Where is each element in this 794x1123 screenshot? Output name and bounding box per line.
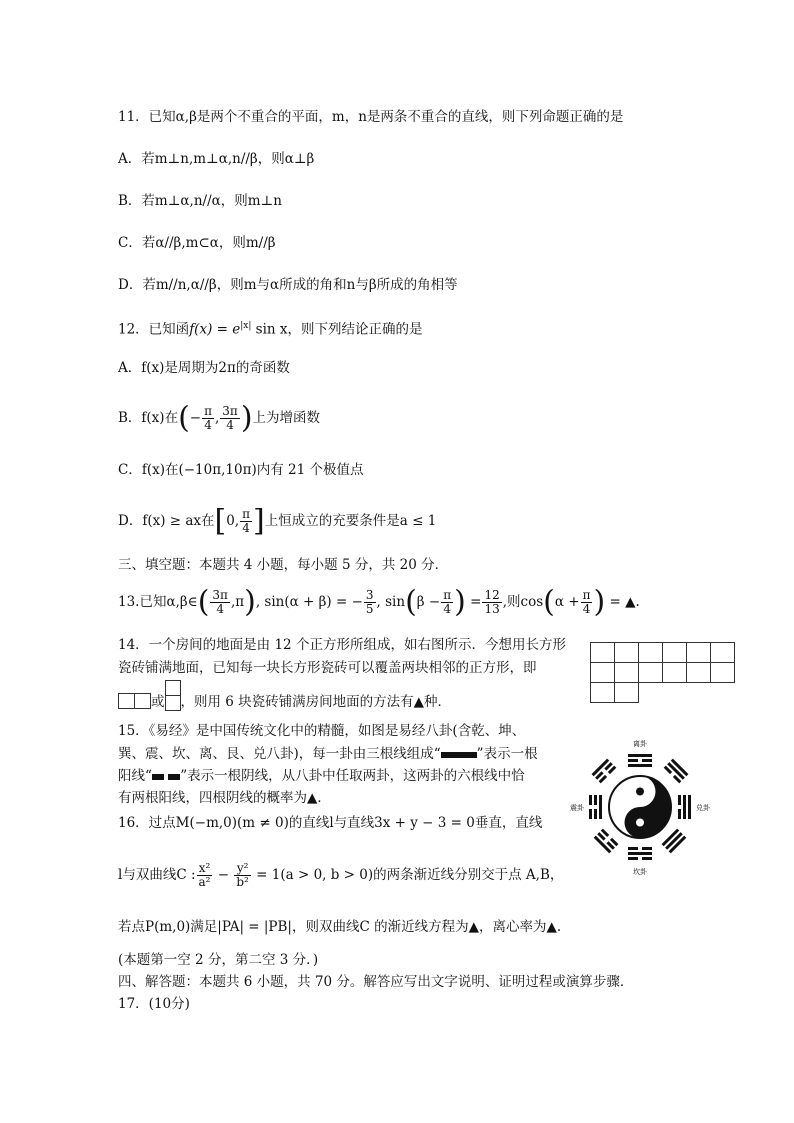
yin-line-symbol-left bbox=[152, 774, 164, 780]
q11-stem: 11．已知α,β是两个不重合的平面，m，n是两条不重合的直线，则下列命题正确的是 bbox=[118, 109, 624, 125]
q16-line1: 16．过点M(−m,0)(m ≠ 0)的直线l与直线3x + y − 3 = 0垂直，直线 bbox=[118, 815, 543, 831]
bagua-label-right: 兑卦 bbox=[696, 804, 710, 812]
q16-note: (本题第一空 2 分，第二空 3 分．) bbox=[118, 952, 319, 968]
q11-option-c: C．若α//β,m⊂α，则m//β bbox=[118, 235, 276, 251]
q11-option-a: A．若m⊥n,m⊥α,n//β，则α⊥β bbox=[118, 151, 315, 167]
tile-vertical-illustration bbox=[165, 680, 181, 711]
q14-line3: 或 ，则用 6 块瓷砖铺满房间地面的方法有▲种． bbox=[118, 680, 451, 716]
q16-line3: 若点P(m,0)满足|PA| = |PB|，则双曲线C 的渐近线方程为▲，离心率为▲. bbox=[118, 919, 562, 935]
q14-line1: 14．一个房间的地面是由 12 个正方形所组成，如右图所示．今想用长方形 bbox=[118, 637, 566, 653]
q11-option-b: B．若m⊥α,n//α，则m⊥n bbox=[118, 193, 282, 209]
bagua-label-left: 震卦 bbox=[570, 804, 584, 812]
q16-line2: l与双曲线C : $\frac{\text{x²}}{\text{a²}}$ − $\frac{\text{y²}}{\text{b²}}$ = 1(a > 0, b > 0)的两条渐近线分别交于点 A,B， bbox=[118, 861, 564, 889]
q13: 13.已知α,β∈( $\frac{3\pi}{4}$ ,π), sin(α + β) = − $\frac{3}{5}$ , sin(β − $\frac{\pi}{4}$ ) = $\frac{12}{13}$ ,则cos(α + $\frac{\pi}{4}$ ) = ▲. bbox=[118, 584, 640, 620]
q12-option-c: C．f(x)在(−10π,10π)内有 21 个极值点 bbox=[118, 462, 364, 478]
trigram-top-right bbox=[664, 759, 689, 784]
section-4-heading: 四、解答题：本题共 6 小题，共 70 分。解答应写出文字说明、证明过程或演算步骤． bbox=[118, 974, 634, 990]
trigram-top-left bbox=[592, 759, 617, 784]
trigram-bottom bbox=[628, 847, 652, 860]
bagua-label-bottom: 坎卦 bbox=[633, 868, 647, 876]
bagua-label-top: 离卦 bbox=[633, 740, 647, 748]
tile-horizontal-illustration bbox=[118, 691, 151, 709]
trigram-top bbox=[628, 754, 652, 767]
q12-option-d: D．f(x) ≥ ax在[0, $\frac{\pi}{4}$ ]上恒成立的充要条件是a ≤ 1 bbox=[118, 503, 437, 539]
trigram-left bbox=[589, 795, 602, 819]
trigram-bottom-right bbox=[662, 829, 687, 854]
q15-line3: 阳线“ ”表示一根阴线，从八卦中任取两卦，这两卦的六根线中恰 bbox=[118, 768, 525, 784]
trigram-bottom-left bbox=[594, 829, 619, 854]
yin-line-symbol-right bbox=[168, 774, 180, 780]
q15-line1: 15．《易经》是中国传统文化中的精髓，如图是易经八卦(含乾、坤、 bbox=[118, 723, 526, 739]
trigram-right bbox=[678, 795, 691, 819]
q14-line2: 瓷砖铺满地面，已知每一块长方形瓷砖可以覆盖两块相邻的正方形，即 bbox=[118, 660, 537, 676]
q15-line2: 巽、震、坎、离、艮、兑八卦)，每一卦由三根线组成“ ”表示一根 bbox=[118, 746, 538, 762]
section-3-heading: 三、填空题：本题共 4 小题，每小题 5 分，共 20 分． bbox=[118, 557, 449, 573]
q11-option-d: D．若m//n,α//β，则m与α所成的角和n与β所成的角相等 bbox=[118, 277, 458, 293]
q12-stem: 12．已知函$f(x) = e^{|x|}$ sin x，则下列结论正确的是 bbox=[118, 321, 423, 338]
q12-option-b: B．f(x)在(− $\frac{\pi}{4}$ , $\frac{3\pi}{4}$ )上为增函数 bbox=[118, 400, 321, 436]
yang-line-symbol bbox=[441, 752, 477, 758]
bagua-taiji-figure bbox=[565, 732, 715, 882]
taiji-symbol bbox=[609, 776, 671, 838]
q12-option-a: A．f(x)是周期为2π的奇函数 bbox=[118, 360, 290, 376]
q15-line4: 有两根阳线，四根阴线的概率为▲． bbox=[118, 790, 331, 806]
q17-heading: 17．(10分) bbox=[118, 996, 190, 1012]
